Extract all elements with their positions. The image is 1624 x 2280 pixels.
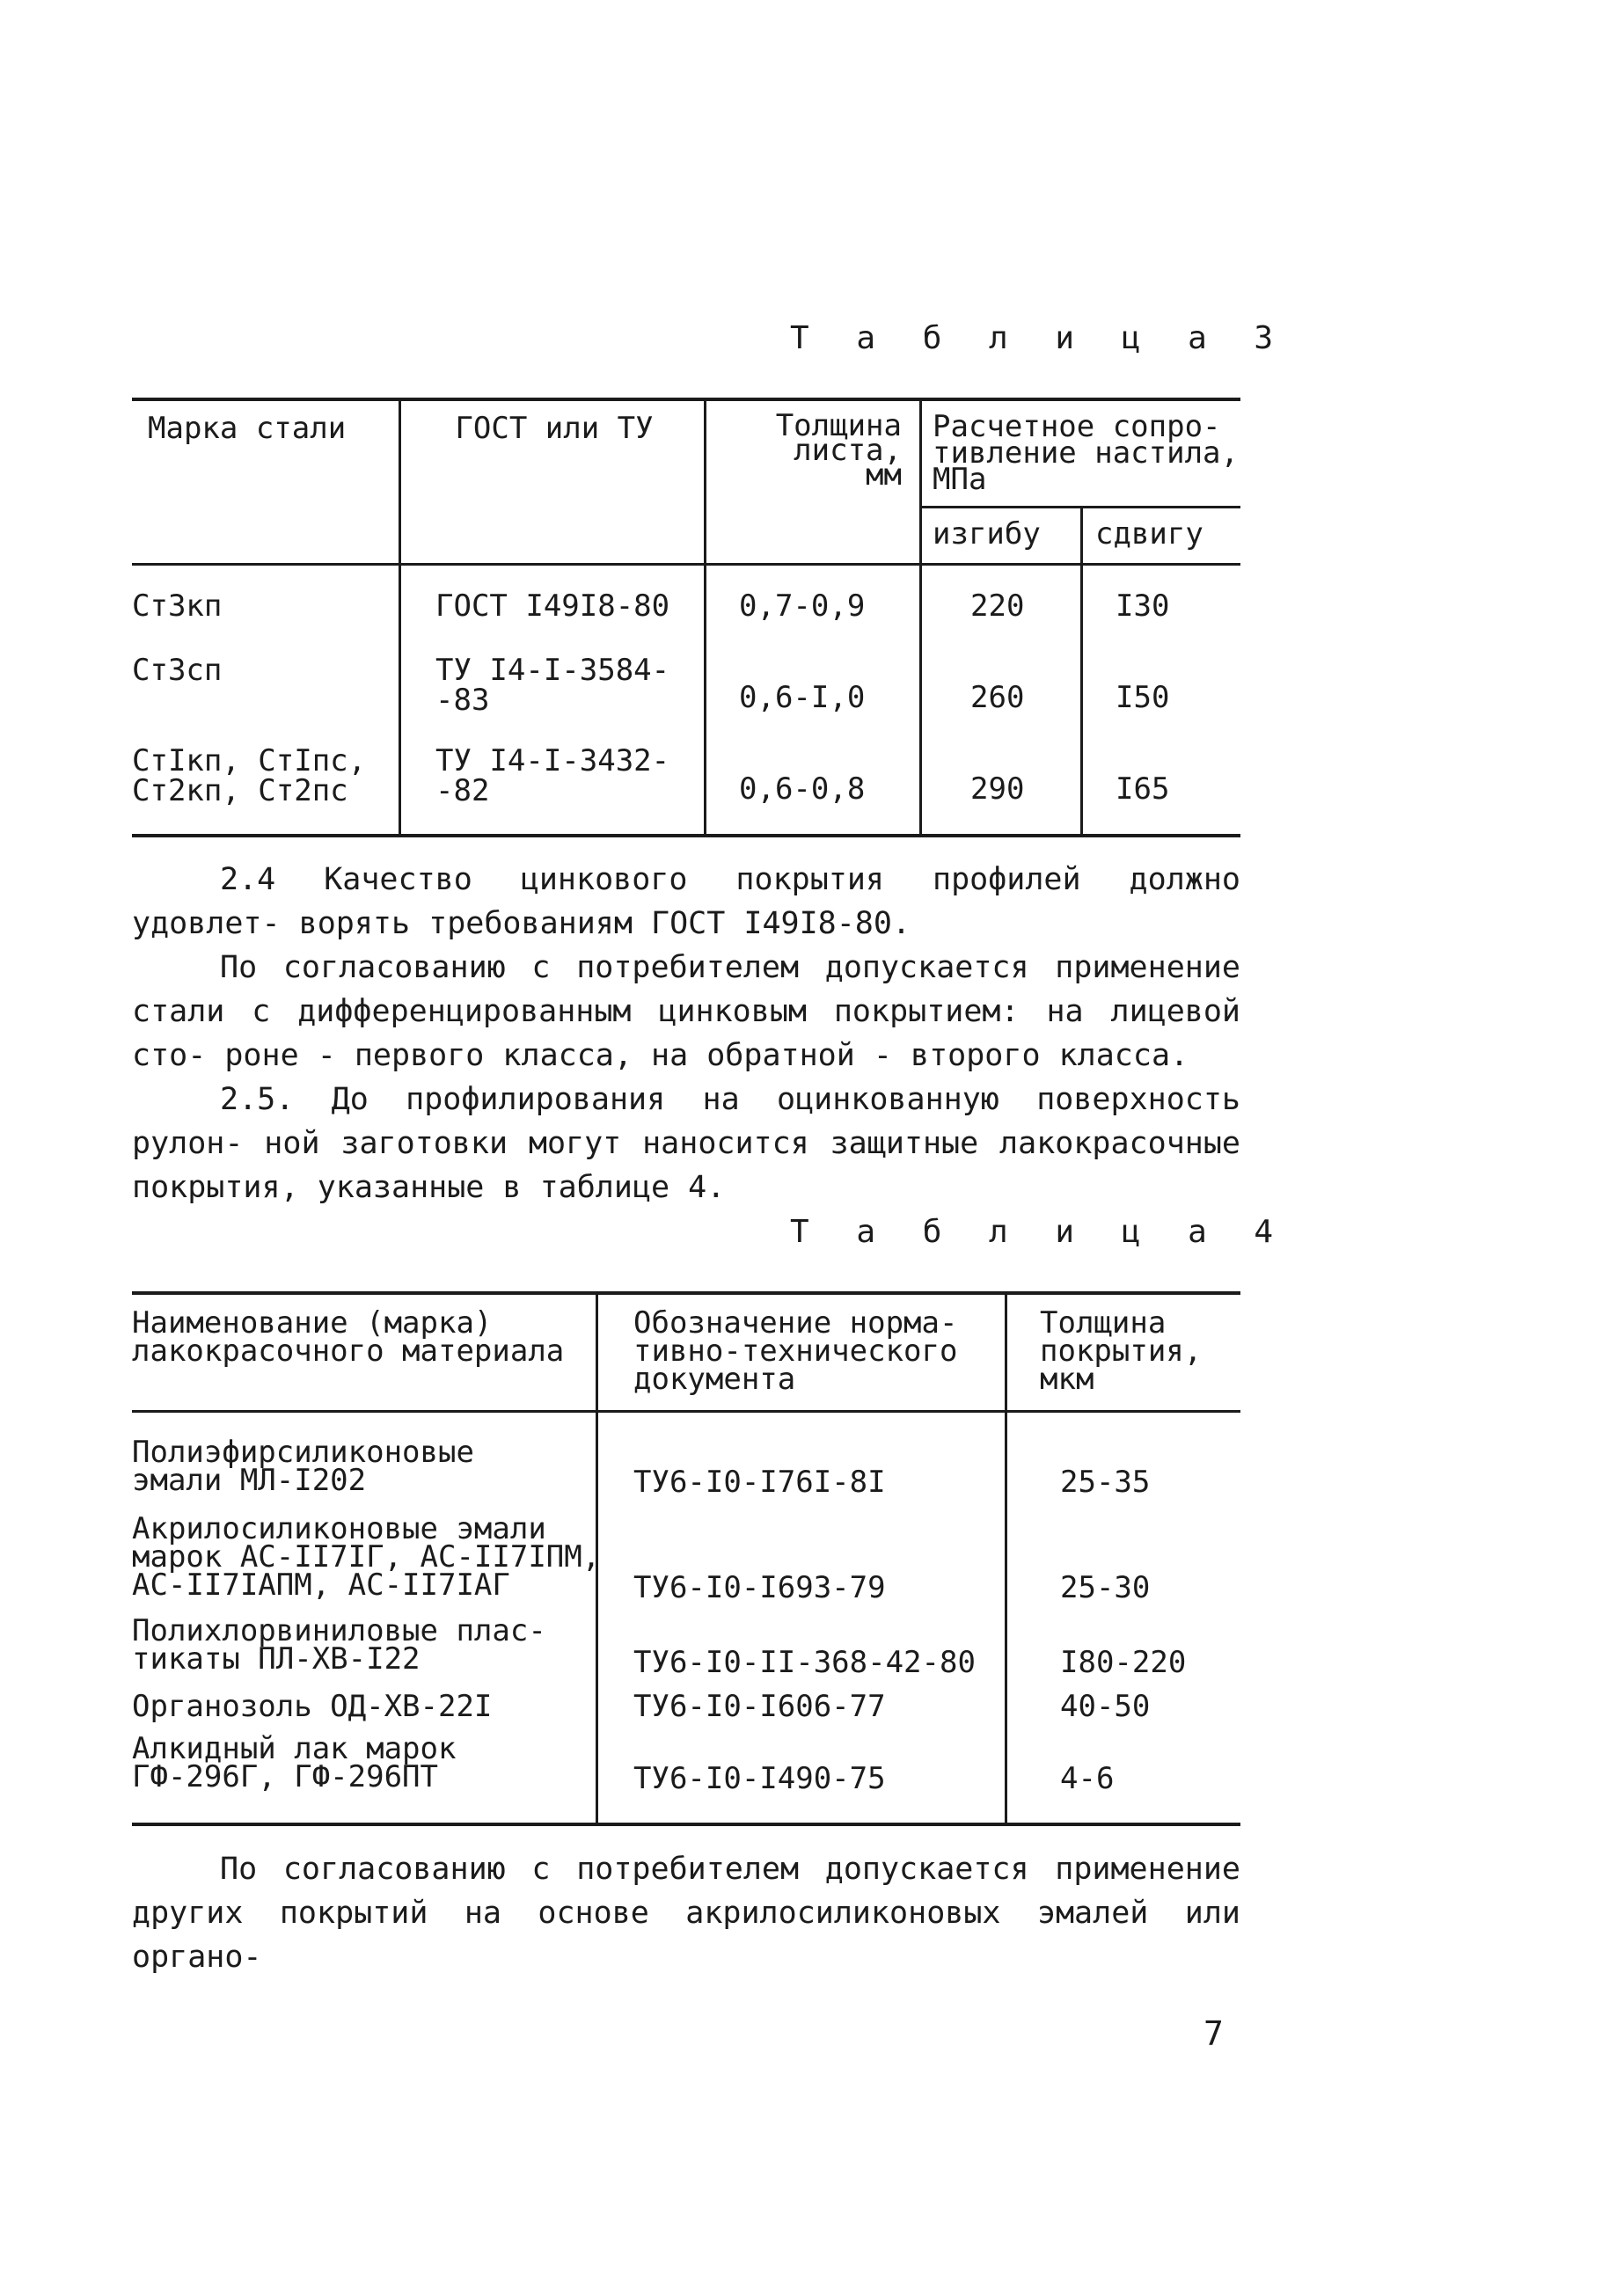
table4-row3-thickness: I80-220	[1060, 1645, 1187, 1680]
table3-row1-grade: Ст3кп	[132, 588, 223, 624]
table3-col-divider-2	[704, 400, 706, 836]
paragraph-2-5	[132, 1078, 1240, 1209]
table3-row3-standard: ТУ I4-I-3432- -82	[435, 743, 670, 808]
paragraph-agreement-2-text: По согласованию с потребителем допускается применение других покрытий на основе акрилосиликоновых эмалей или органо-	[132, 1852, 1240, 1975]
table4-row2-thickness: 25-30	[1060, 1570, 1151, 1605]
paragraph-2-5-text: До профилирования на оцинкованную поверхность рулон- ной заготовки могут наносится защитные лакокрасочные покрытия, указанные в таблице 4.	[132, 1082, 1240, 1205]
paragraph-agreement-1	[132, 946, 1240, 1078]
table4-row3-name: Полихлорвиниловые плас- тикаты ПЛ-ХВ-I22	[132, 1613, 546, 1677]
table3-row3-bending: 290	[970, 771, 1025, 807]
table3-row1-thickness: 0,7-0,9	[739, 588, 866, 624]
table4-bottom-rule	[132, 1823, 1240, 1826]
table3-row1-bending: 220	[970, 588, 1025, 624]
table4-header-designation: Обозначение норма- тивно-технического документа	[633, 1305, 958, 1397]
table3-top-rule	[132, 398, 1240, 401]
paragraph-2-4	[132, 858, 1240, 946]
table3-header-standard: ГОСТ или ТУ	[455, 411, 654, 446]
table3-header-shear: сдвигу	[1095, 516, 1203, 552]
paragraph-2-4-text: Качество цинкового покрытия профилей должно удовлет- ворять требованиям ГОСТ I49I8-80.	[132, 862, 1240, 941]
table3-header-resistance: Расчетное сопро- тивление настила, МПа	[933, 409, 1239, 497]
paragraph-agreement-1-text: По согласованию с потребителем допускается применение стали с дифференцированным цинковым покрытием: на лицевой сто- роне - первого класса, на обратной - второго класса.	[132, 950, 1240, 1073]
table3-row1-shear: I30	[1116, 588, 1170, 624]
table3-row2-grade: Ст3сп	[132, 653, 223, 688]
table3-row1-standard: ГОСТ I49I8-80	[435, 588, 670, 624]
table3-caption: Т а б л и ц а 3	[790, 320, 1288, 356]
table3-row2-standard: ТУ I4-I-3584- -83	[435, 653, 670, 718]
table3-col-divider-3	[919, 400, 922, 836]
table4-header-thickness: Толщина покрытия, мкм	[1040, 1305, 1203, 1397]
table4-row1-thickness: 25-35	[1060, 1465, 1151, 1500]
table3-row3-shear: I65	[1116, 771, 1170, 807]
table4-row4-name: Органозоль ОД-ХВ-22I	[132, 1689, 493, 1724]
table4-row1-designation: ТУ6-I0-I76I-8I	[633, 1465, 886, 1500]
table4-header-bottom-rule	[132, 1410, 1240, 1413]
table4-row5-thickness: 4-6	[1060, 1761, 1115, 1796]
table4-col-divider-2	[1005, 1293, 1007, 1825]
table4-row1-name: Полиэфирсиликоновые эмали МЛ-I202	[132, 1435, 474, 1498]
table4-row5-designation: ТУ6-I0-I490-75	[633, 1761, 886, 1796]
table3-row2-shear: I50	[1116, 680, 1170, 715]
table3-row2-thickness: 0,6-I,0	[739, 680, 866, 715]
table3-header-thickness: Толщина листа, мм	[775, 408, 902, 493]
table4-row2-name: Акрилосиликоновые эмали марок АС-II7IГ, АС-II7IПМ, АС-II7IАПМ, АС-II7IАГ	[132, 1511, 601, 1603]
table3-bottom-rule	[132, 834, 1240, 837]
table3-header-bending: изгибу	[933, 516, 1041, 552]
table4-caption: Т а б л и ц а 4	[790, 1214, 1288, 1250]
table3-header-steel-grade: Марка стали	[148, 411, 347, 446]
table3-row3-thickness: 0,6-0,8	[739, 771, 866, 807]
table3-col-divider-4	[1080, 508, 1083, 836]
table4-header-name: Наименование (марка) лакокрасочного материала	[132, 1305, 565, 1369]
table4-top-rule	[132, 1291, 1240, 1295]
table4-row2-designation: ТУ6-I0-I693-79	[633, 1570, 886, 1605]
paragraph-agreement-2	[132, 1847, 1240, 1979]
table4-row3-designation: ТУ6-I0-II-368-42-80	[633, 1645, 976, 1680]
table3-row2-bending: 260	[970, 680, 1025, 715]
table3-col-divider-1	[399, 400, 401, 836]
table4-row4-designation: ТУ6-I0-I606-77	[633, 1689, 886, 1724]
table4-row4-thickness: 40-50	[1060, 1689, 1151, 1724]
table3-row3-grade: СтIкп, СтIпс, Ст2кп, Ст2пс	[132, 743, 367, 808]
table4-row5-name: Алкидный лак марок ГФ-296Г, ГФ-296ПТ	[132, 1731, 457, 1794]
section-number-2-4: 2.4	[220, 862, 276, 897]
table3-header-bottom-rule	[132, 563, 1240, 566]
page-number: 7	[1203, 2014, 1224, 2053]
section-number-2-5: 2.5.	[220, 1082, 295, 1117]
